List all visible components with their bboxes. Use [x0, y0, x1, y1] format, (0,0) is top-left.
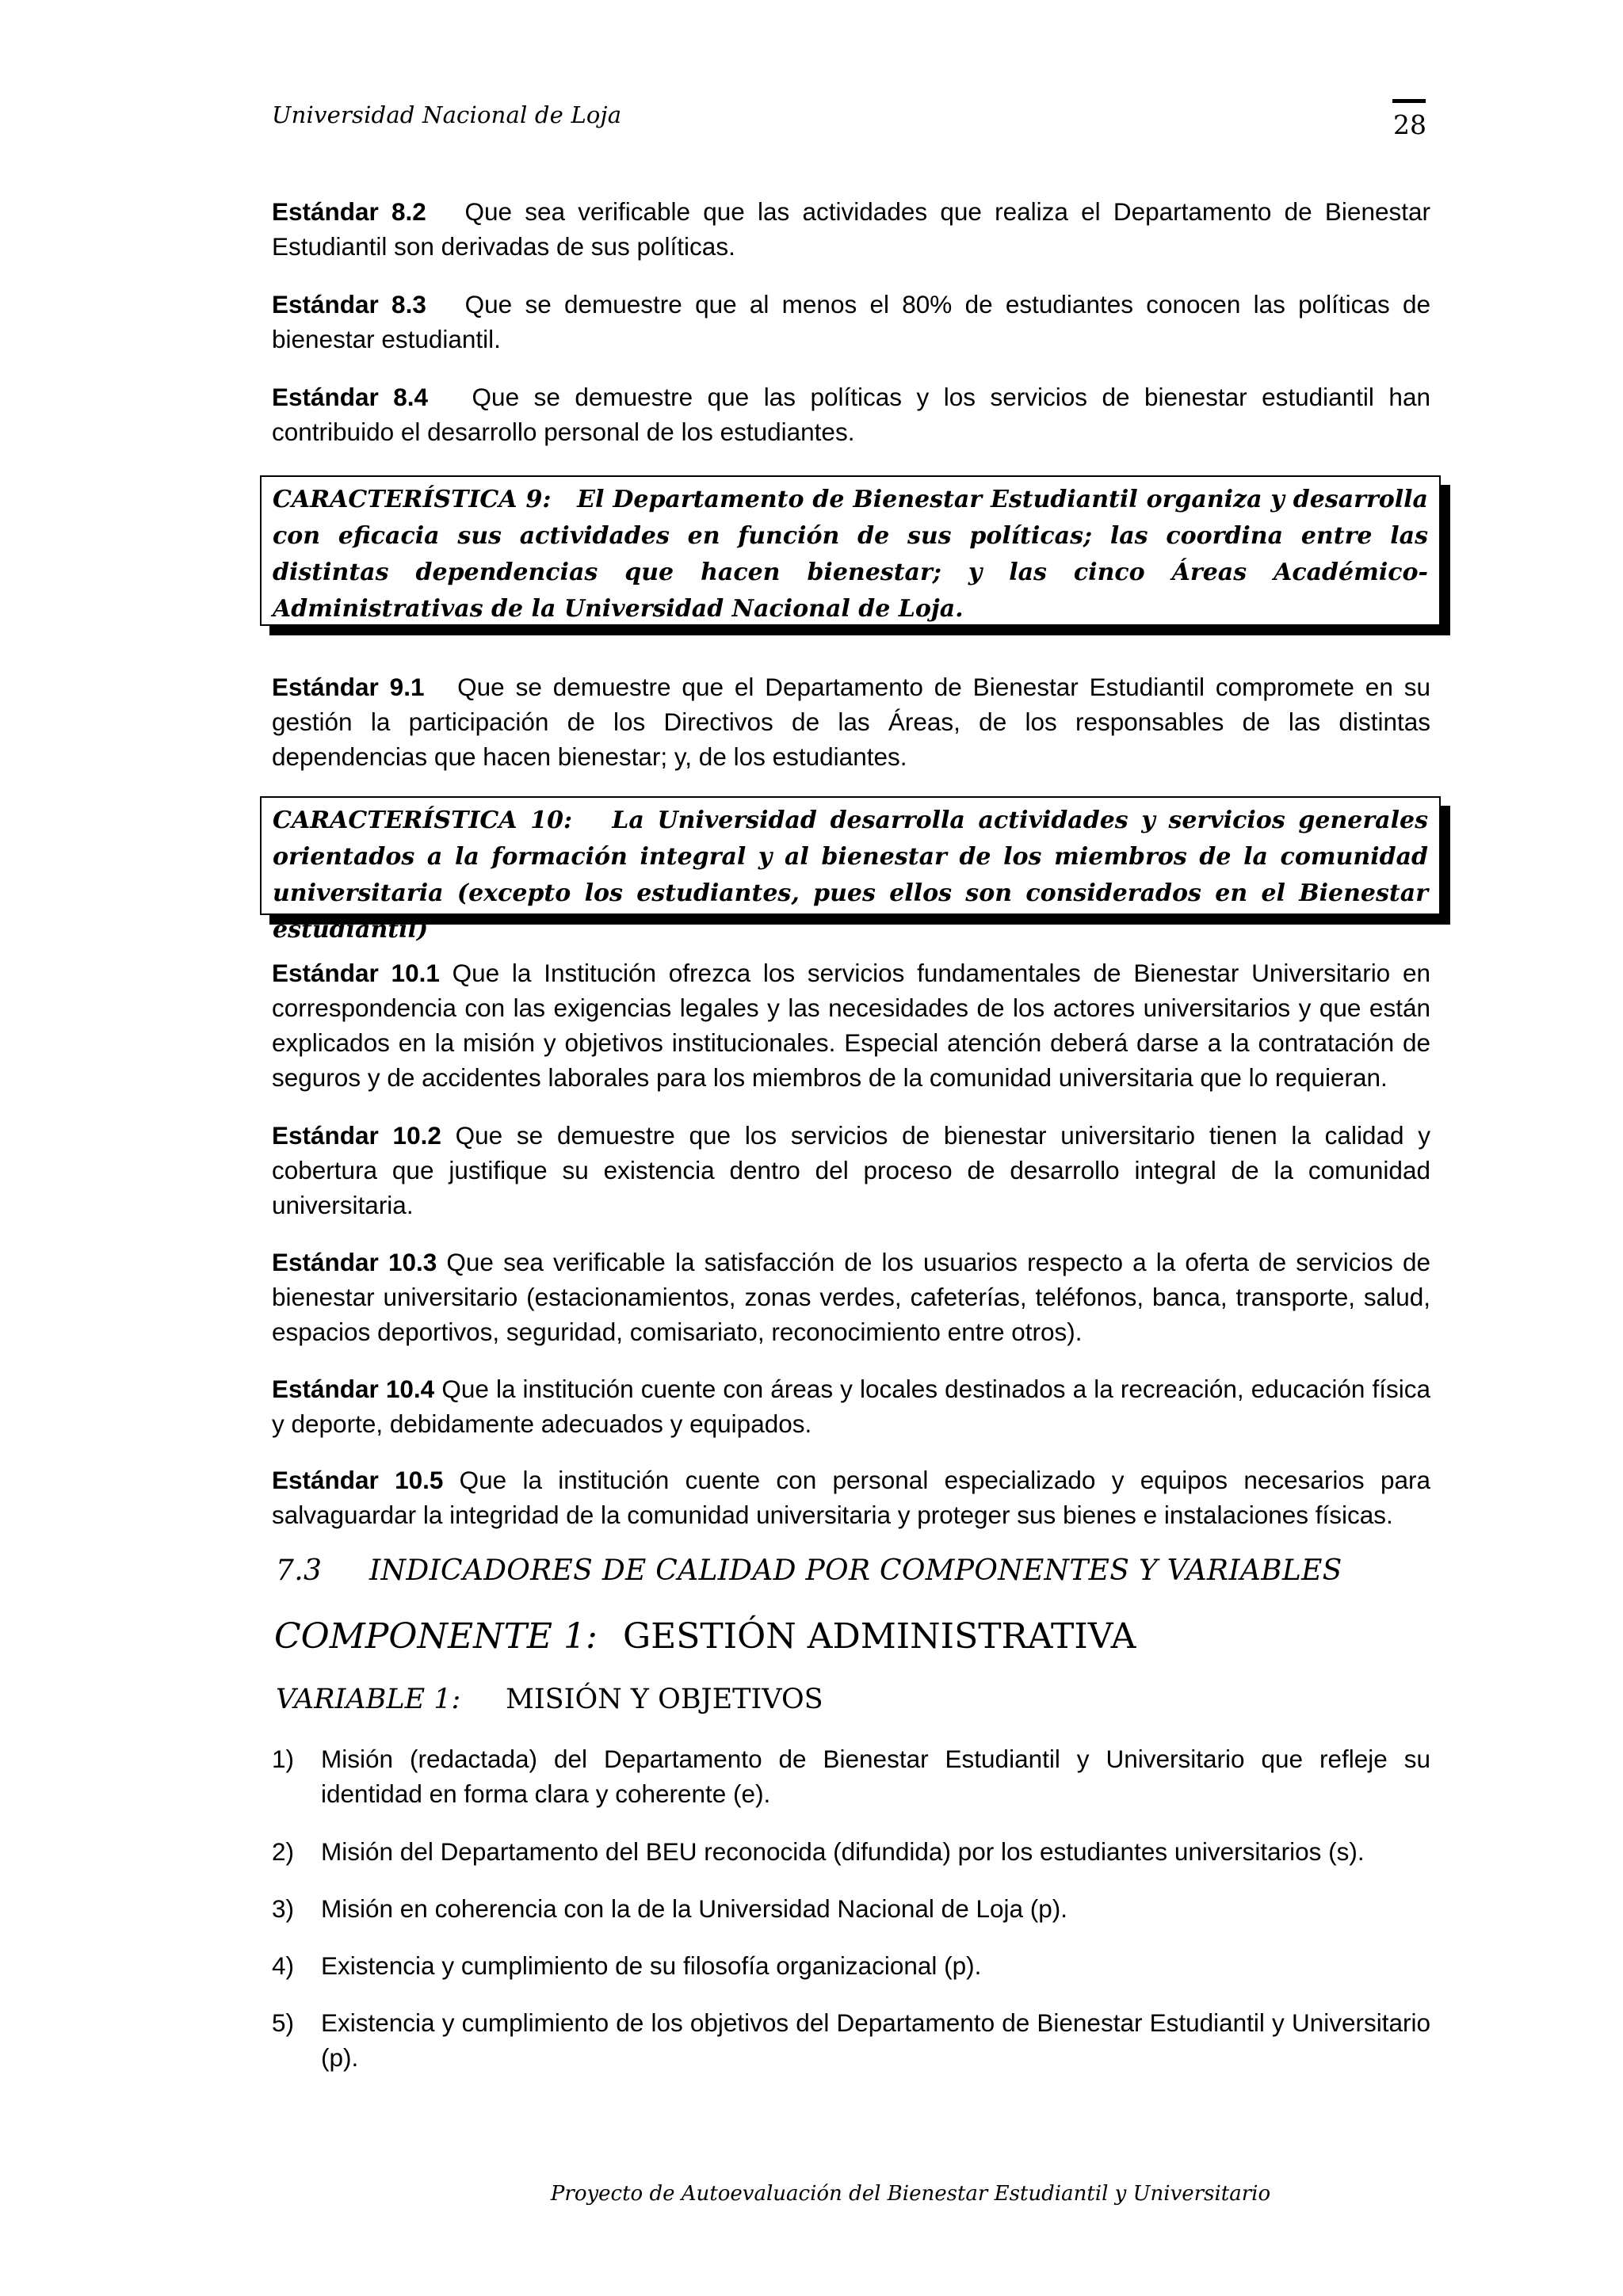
standard-text: Que se demuestre que las políticas y los servicios de bienestar estudiantil han contribuido el desarrollo personal de los estudiantes. — [272, 383, 1430, 446]
standard-text: Que se demuestre que los servicios de bienestar universitario tienen la calidad y cobertura que justifique su existencia dentro del proceso de desarrollo integral de la comunidad universitaria. — [272, 1121, 1430, 1219]
running-footer: Proyecto de Autoevaluación del Bienestar Estudiantil y Universitario — [550, 2182, 1271, 2206]
characteristic-9-box — [260, 475, 1441, 626]
list-item — [272, 2005, 1430, 2075]
standard-label: Estándar 10.1 — [272, 959, 440, 987]
section-title: INDICADORES DE CALIDAD POR COMPONENTES Y VARIABLES — [369, 1554, 1342, 1587]
page-number-rule — [1392, 99, 1426, 103]
variable-label: VARIABLE 1: — [276, 1684, 461, 1715]
list-item — [272, 1891, 1430, 1926]
list-item — [272, 1948, 1430, 1983]
characteristic-text: La Universidad desarrolla actividades y servicios generales orientados a la formación integral y al bienestar de los miembros de la comunidad universitaria (excepto los estudiantes, pues ellos son considerados en el Bienestar estudiantil) — [273, 807, 1428, 944]
variable-title: MISIÓN Y OBJETIVOS — [506, 1684, 823, 1715]
list-item-text: Misión del Departamento del BEU reconocida (difundida) por los estudiantes universitarios (s). — [321, 1837, 1365, 1866]
list-item-number: 2) — [272, 1837, 295, 1866]
standard-text: Que se demuestre que al menos el 80% de estudiantes conocen las políticas de bienestar estudiantil. — [272, 290, 1430, 353]
standard-text: Que la Institución ofrezca los servicios fundamentales de Bienestar Universitario en correspondencia con las exigencias legales y las necesidades de los actores universitarios y que están explicados en la misión y objetivos institucionales. Especial atención deberá darse a la contratación de seguros y de accidentes laborales para los miembros de la comunidad universitaria que lo requieran. — [272, 959, 1430, 1092]
standard-text: Que sea verificable la satisfacción de los usuarios respecto a la oferta de servicios de bienestar universitario (estacionamientos, zonas verdes, cafeterías, teléfonos, banca, transporte, salud, espacios deportivos, seguridad, comisariato, reconocimiento entre otros). — [272, 1248, 1430, 1346]
standard-label: Estándar 8.2 — [272, 197, 426, 226]
list-item-text: Existencia y cumplimiento de los objetivos del Departamento de Bienestar Estudiantil y Universitario (p). — [321, 2008, 1430, 2072]
characteristic-label: CARACTERÍSTICA 9: — [273, 486, 552, 513]
characteristic-text: El Departamento de Bienestar Estudiantil organiza y desarrolla con eficacia sus actividades en función de sus políticas; las coordina entre las distintas dependencias que hacen bienestar; y las cinco Áreas Académico-Administrativas de la Universidad Nacional de Loja. — [273, 486, 1428, 623]
standard-label: Estándar 8.4 — [272, 383, 429, 411]
standard-label: Estándar 9.1 — [272, 673, 425, 701]
standard-label: Estándar 10.2 — [272, 1121, 441, 1150]
standard-label: Estándar 8.3 — [272, 290, 426, 318]
component-title: GESTIÓN ADMINISTRATIVA — [623, 1616, 1136, 1657]
list-item — [272, 1741, 1430, 1811]
standard-10-1 — [272, 955, 1430, 1095]
standard-8-3 — [272, 287, 1430, 357]
standard-text: Que la institución cuente con áreas y locales destinados a la recreación, educación física y deporte, debidamente adecuados y equipados. — [272, 1375, 1430, 1438]
list-item — [272, 1834, 1430, 1869]
standard-10-3 — [272, 1245, 1430, 1349]
standard-8-4 — [272, 379, 1430, 449]
section-heading — [276, 1554, 1342, 1587]
section-number: 7.3 — [276, 1554, 323, 1587]
list-item-number: 4) — [272, 1951, 295, 1980]
variable-heading — [276, 1684, 823, 1715]
list-item-text: Misión (redactada) del Departamento de Bienestar Estudiantil y Universitario que refleje su identidad en forma clara y coherente (e). — [321, 1745, 1430, 1808]
characteristic-label: CARACTERÍSTICA 10: — [273, 807, 573, 834]
standard-label: Estándar 10.4 — [272, 1375, 435, 1403]
list-item-text: Misión en coherencia con la de la Universidad Nacional de Loja (p). — [321, 1894, 1068, 1923]
list-item-text: Existencia y cumplimiento de su filosofía organizacional (p). — [321, 1951, 982, 1980]
list-item-number: 1) — [272, 1745, 295, 1773]
list-item-number: 3) — [272, 1894, 295, 1923]
standard-label: Estándar 10.3 — [272, 1248, 437, 1276]
standard-text: Que la institución cuente con personal especializado y equipos necesarios para salvaguardar la integridad de la comunidad universitaria y proteger sus bienes e instalaciones físicas. — [272, 1466, 1430, 1529]
standard-9-1 — [272, 669, 1430, 774]
standard-10-2 — [272, 1118, 1430, 1222]
standard-10-4 — [272, 1371, 1430, 1441]
characteristic-10-box — [260, 796, 1441, 944]
standard-text: Que se demuestre que el Departamento de Bienestar Estudiantil compromete en su gestión la participación de los Directivos de las Áreas, de los responsables de las distintas dependencias que hacen bienestar; y, de los estudiantes. — [272, 673, 1431, 771]
standard-label: Estándar 10.5 — [272, 1466, 444, 1494]
standard-10-5 — [272, 1463, 1430, 1532]
standard-text: Que sea verificable que las actividades que realiza el Departamento de Bienestar Estudiantil son derivadas de sus políticas. — [272, 197, 1430, 261]
standard-8-2 — [272, 194, 1430, 264]
page-number: 28 — [1393, 109, 1426, 140]
component-label: COMPONENTE 1: — [274, 1616, 598, 1657]
running-header: Universidad Nacional de Loja — [272, 101, 622, 128]
list-item-number: 5) — [272, 2008, 295, 2037]
component-heading — [274, 1616, 1136, 1657]
